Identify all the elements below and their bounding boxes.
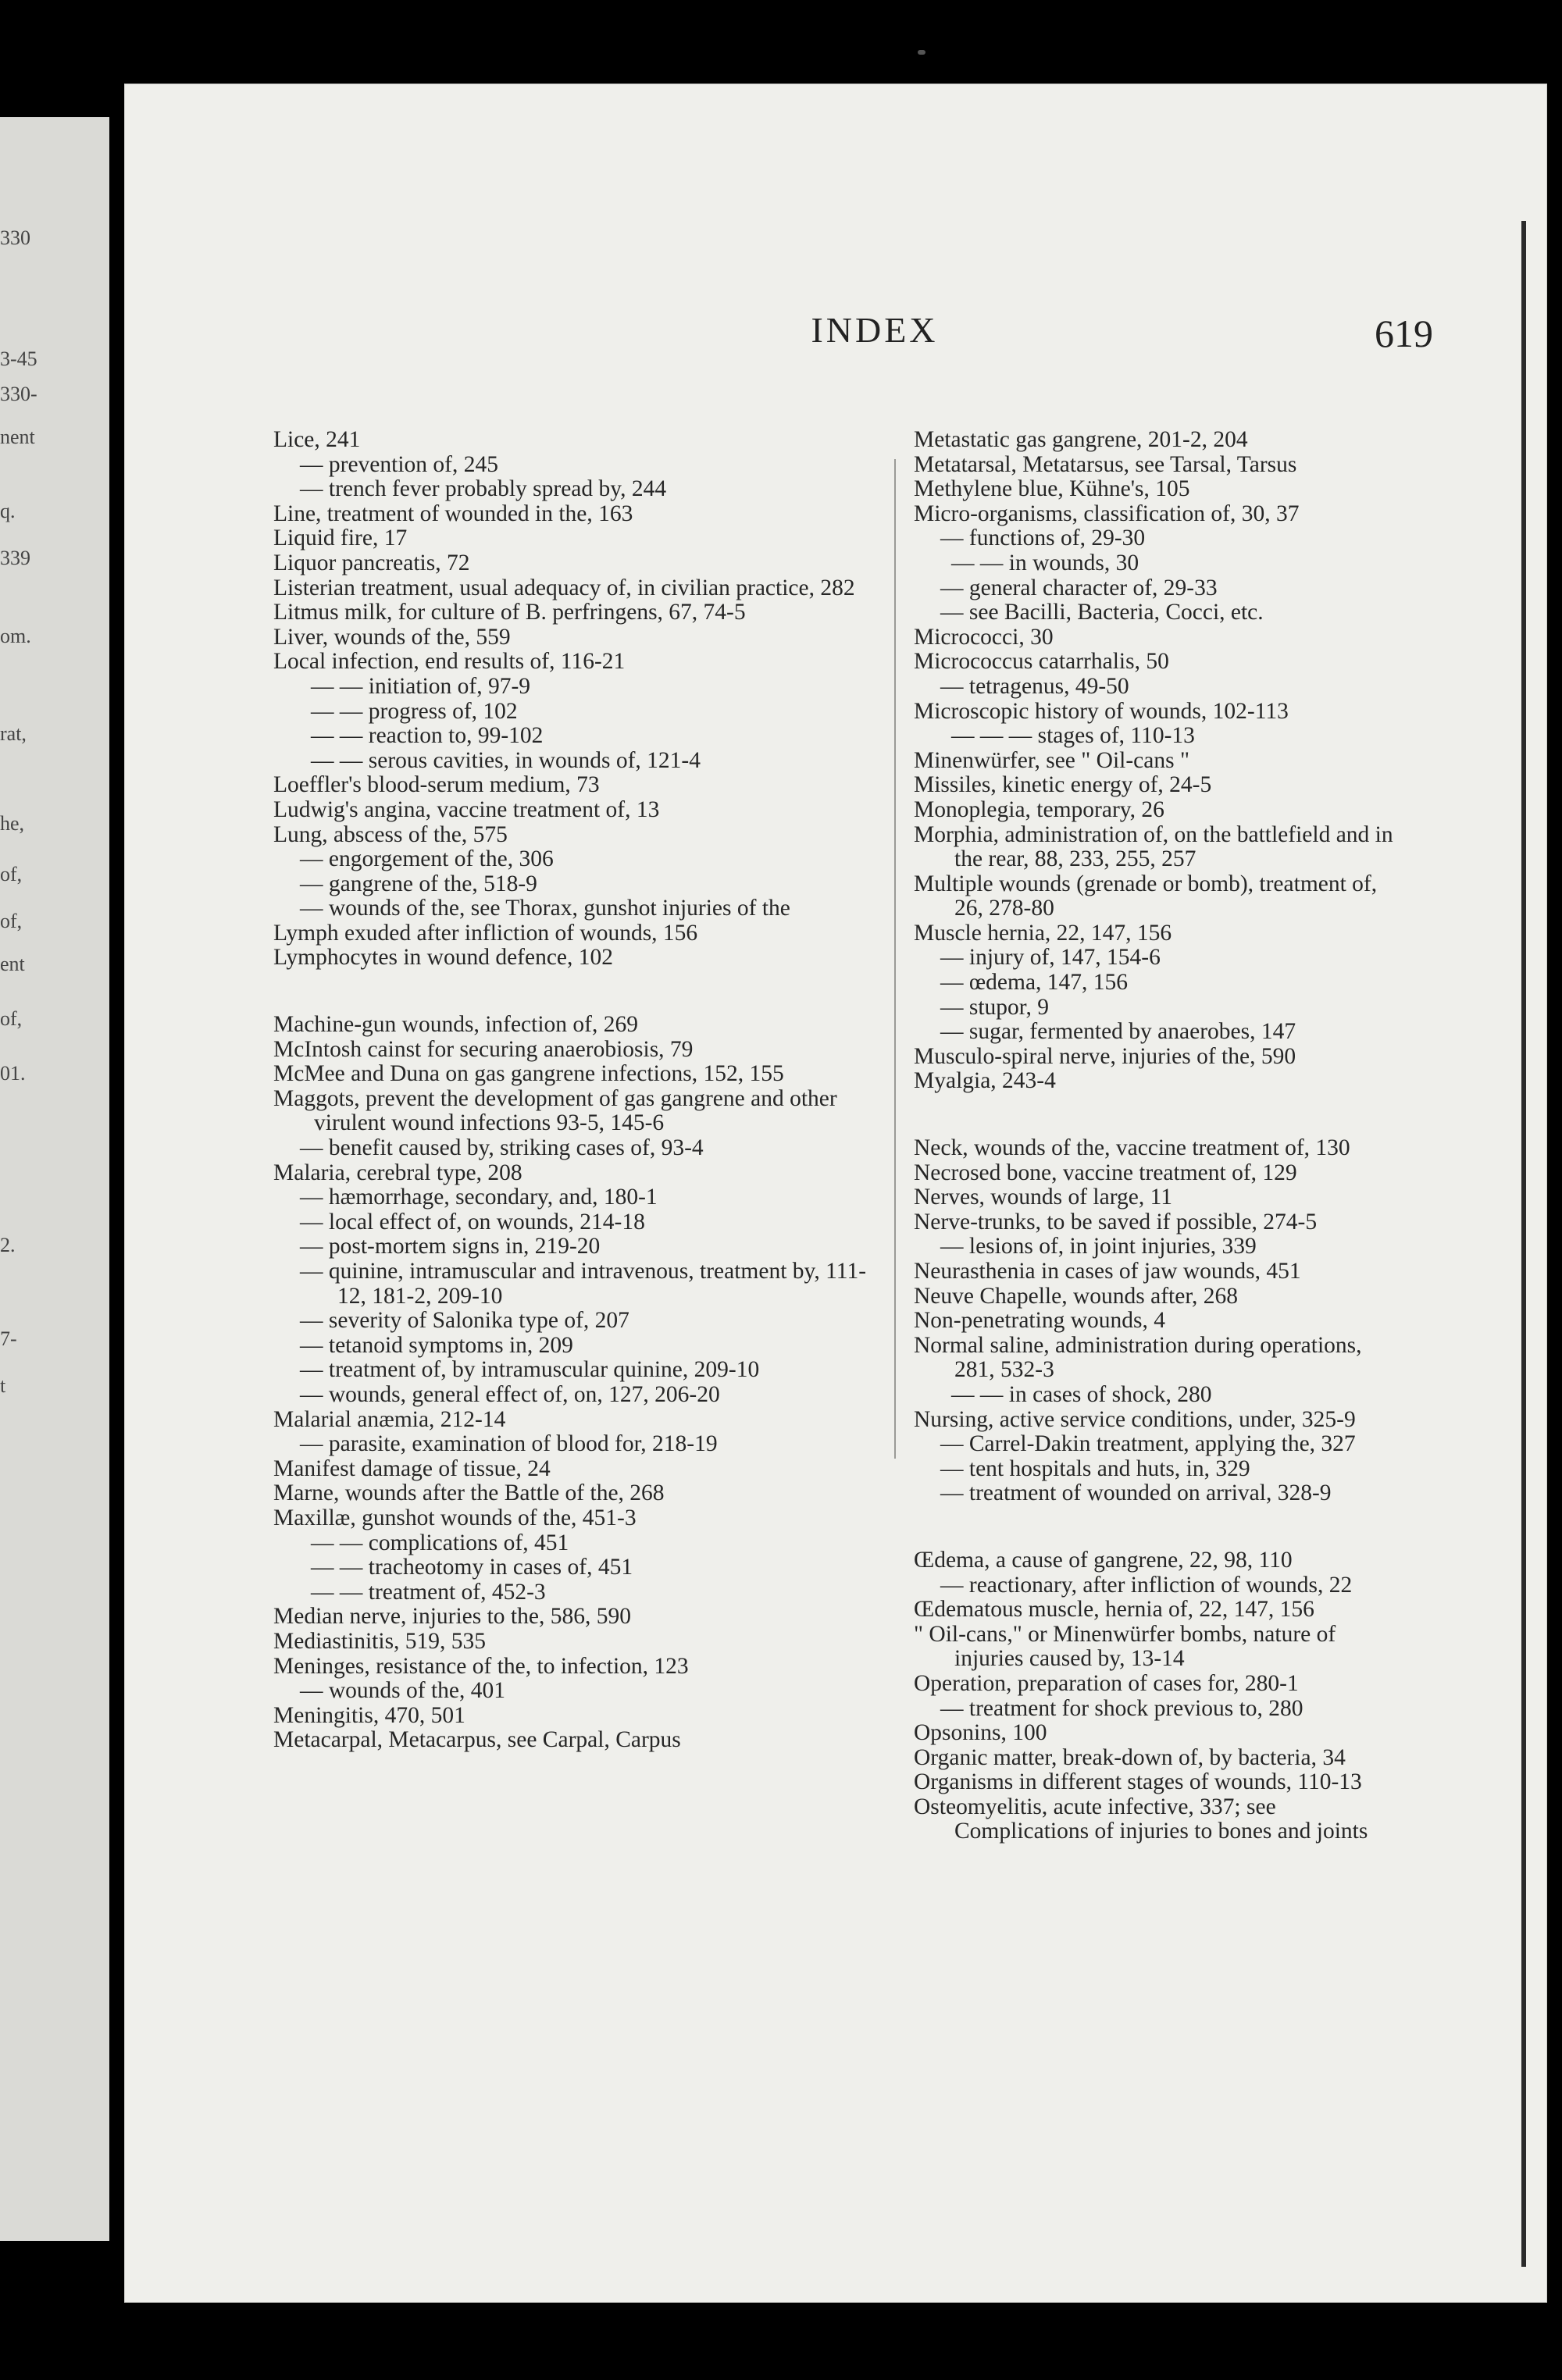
index-entry: Meninges, resistance of the, to infection, 123 xyxy=(273,1653,689,1679)
index-column-left xyxy=(273,428,883,1753)
index-entry: Local infection, end results of, 116-21 xyxy=(273,649,626,675)
index-entry: — wounds of the, see Thorax, gunshot injuries of the xyxy=(300,896,790,921)
facing-page-fragment: of, xyxy=(0,1007,23,1030)
index-entry: Nerve-trunks, to be saved if possible, 274-5 xyxy=(914,1209,1318,1235)
index-entry: Non-penetrating wounds, 4 xyxy=(914,1308,1165,1334)
index-entry: Micrococci, 30 xyxy=(914,624,1054,650)
facing-page-fragment: rat, xyxy=(0,722,27,745)
index-entry: — quinine, intramuscular and intravenous, treatment by, 111-12, 181-2, 209-10 xyxy=(300,1259,867,1309)
index-entry: " Oil-cans," or Minenwürfer bombs, nature of injuries caused by, 13-14 xyxy=(914,1621,1336,1672)
index-entry: — functions of, 29-30 xyxy=(940,526,1146,551)
facing-page-fragment: t xyxy=(0,1374,6,1397)
page-binding-edge xyxy=(1521,221,1526,2267)
index-entry: Malaria, cerebral type, 208 xyxy=(273,1160,522,1185)
index-entry: — lesions of, in joint injuries, 339 xyxy=(940,1234,1257,1259)
facing-page-fragment: 7- xyxy=(0,1327,17,1350)
index-entry: Nursing, active service conditions, under, 325-9 xyxy=(914,1406,1356,1432)
index-entry: Metacarpal, Metacarpus, see Carpal, Carpus xyxy=(273,1727,681,1753)
index-entry: — stupor, 9 xyxy=(940,994,1049,1020)
facing-page-fragment: om. xyxy=(0,625,31,647)
index-entry: Machine-gun wounds, infection of, 269 xyxy=(273,1012,638,1038)
facing-page-fragment: 2. xyxy=(0,1234,16,1256)
index-entry: Œdema, a cause of gangrene, 22, 98, 110 xyxy=(914,1547,1293,1573)
index-entry: Neck, wounds of the, vaccine treatment of, 130 xyxy=(914,1135,1350,1161)
index-entry: Normal saline, administration during operations, 281, 532-3 xyxy=(914,1332,1362,1383)
index-entry: — reactionary, after infliction of wounds, 22 xyxy=(940,1572,1353,1598)
index-entry: Muscle hernia, 22, 147, 156 xyxy=(914,920,1172,946)
index-entry: Meningitis, 470, 501 xyxy=(273,1702,465,1728)
index-entry: Micro-organisms, classification of, 30, 37 xyxy=(914,501,1300,526)
index-entry: Monoplegia, temporary, 26 xyxy=(914,796,1164,822)
facing-page-fragment: 330- xyxy=(0,383,37,405)
index-entry: Loeffler's blood-serum medium, 73 xyxy=(273,772,600,798)
index-entry: — — in cases of shock, 280 xyxy=(951,1381,1212,1407)
index-entry: Operation, preparation of cases for, 280-1 xyxy=(914,1670,1299,1696)
facing-page-fragment: of, xyxy=(0,910,23,932)
index-entry: — tetragenus, 49-50 xyxy=(940,673,1129,699)
index-entry: Listerian treatment, usual adequacy of, in civilian practice, 282 xyxy=(273,575,855,600)
index-entry: — — initiation of, 97-9 xyxy=(311,673,531,699)
index-entry: — œdema, 147, 156 xyxy=(940,970,1129,996)
index-entry: Organisms in different stages of wounds, 110-13 xyxy=(914,1769,1362,1795)
index-entry: Malarial anæmia, 212-14 xyxy=(273,1406,506,1432)
index-entry: Neurasthenia in cases of jaw wounds, 451 xyxy=(914,1259,1301,1284)
index-entry: Methylene blue, Kühne's, 105 xyxy=(914,476,1190,502)
index-entry: Microscopic history of wounds, 102-113 xyxy=(914,698,1289,724)
index-entry: Liquor pancreatis, 72 xyxy=(273,550,470,575)
index-entry: Osteomyelitis, acute infective, 337; see Complications of injuries to bones and joints xyxy=(914,1794,1368,1844)
page-title: INDEX xyxy=(811,310,939,350)
facing-page-fragment: 339 xyxy=(0,547,30,569)
index-entry: — wounds, general effect of, on, 127, 206-20 xyxy=(300,1381,720,1407)
index-entry: — — complications of, 451 xyxy=(311,1530,569,1555)
index-entry: Metastatic gas gangrene, 201-2, 204 xyxy=(914,427,1248,452)
index-entry: Maxillæ, gunshot wounds of the, 451-3 xyxy=(273,1505,637,1530)
index-entry: — trench fever probably spread by, 244 xyxy=(300,476,667,502)
index-entry: — treatment of, by intramuscular quinine, 209-10 xyxy=(300,1357,760,1383)
index-entry: McMee and Duna on gas gangrene infections, 152, 155 xyxy=(273,1061,784,1087)
facing-page-edge xyxy=(0,117,109,2241)
dust-speck xyxy=(918,50,925,55)
index-entry: Œdematous muscle, hernia of, 22, 147, 156 xyxy=(914,1597,1314,1623)
facing-page-fragment: ent xyxy=(0,953,25,975)
index-entry: — tent hospitals and huts, in, 329 xyxy=(940,1455,1250,1481)
facing-page-fragment: nent xyxy=(0,426,35,448)
index-entry: — treatment for shock previous to, 280 xyxy=(940,1695,1303,1721)
index-entry: — see Bacilli, Bacteria, Cocci, etc. xyxy=(940,600,1264,625)
index-entry: — engorgement of the, 306 xyxy=(300,846,554,872)
index-entry: Litmus milk, for culture of B. perfringens, 67, 74-5 xyxy=(273,600,746,625)
index-entry: — post-mortem signs in, 219-20 xyxy=(300,1234,601,1259)
index-entry: — injury of, 147, 154-6 xyxy=(940,945,1161,971)
index-entry: Myalgia, 243-4 xyxy=(914,1068,1056,1094)
index-entry: — — reaction to, 99-102 xyxy=(311,723,544,749)
facing-page-fragment: q. xyxy=(0,500,16,522)
index-entry: — prevention of, 245 xyxy=(300,451,498,477)
index-entry: Metatarsal, Metatarsus, see Tarsal, Tarsus xyxy=(914,451,1297,477)
facing-page-fragment: of, xyxy=(0,863,23,885)
index-entry: Ludwig's angina, vaccine treatment of, 13 xyxy=(273,796,660,822)
section-gap xyxy=(914,1506,1398,1548)
index-entry: — — serous cavities, in wounds of, 121-4 xyxy=(311,747,701,773)
index-entry: — sugar, fermented by anaerobes, 147 xyxy=(940,1019,1296,1045)
index-entry: — wounds of the, 401 xyxy=(300,1678,506,1704)
index-entry: — — treatment of, 452-3 xyxy=(311,1579,546,1605)
index-entry: Multiple wounds (grenade or bomb), treatment of, 26, 278-80 xyxy=(914,871,1378,921)
index-entry: — — progress of, 102 xyxy=(311,698,518,724)
index-entry: — — tracheotomy in cases of, 451 xyxy=(311,1555,633,1580)
index-page xyxy=(125,84,1546,2302)
index-entry: — gangrene of the, 518-9 xyxy=(300,871,537,896)
facing-page-fragment: 01. xyxy=(0,1062,26,1085)
facing-page-fragment: 3-45 xyxy=(0,347,37,370)
index-column-right xyxy=(914,428,1398,1844)
index-entry: Necrosed bone, vaccine treatment of, 129 xyxy=(914,1160,1297,1185)
index-entry: Marne, wounds after the Battle of the, 268 xyxy=(273,1480,665,1506)
index-entry: — — in wounds, 30 xyxy=(951,550,1139,575)
index-entry: Musculo-spiral nerve, injuries of the, 590 xyxy=(914,1043,1296,1069)
index-entry: — parasite, examination of blood for, 218-19 xyxy=(300,1431,718,1457)
index-entry: Lung, abscess of the, 575 xyxy=(273,821,508,847)
facing-page-fragment: 330 xyxy=(0,226,30,249)
index-entry: — hæmorrhage, secondary, and, 180-1 xyxy=(300,1185,658,1210)
index-entry: Organic matter, break-down of, by bacteria, 34 xyxy=(914,1744,1346,1770)
section-gap xyxy=(273,971,883,1013)
index-entry: Minenwürfer, see " Oil-cans " xyxy=(914,747,1190,773)
index-entry: Lymph exuded after infliction of wounds, 156 xyxy=(273,920,698,946)
index-entry: — treatment of wounded on arrival, 328-9 xyxy=(940,1480,1332,1506)
index-entry: McIntosh cainst for securing anaerobiosis, 79 xyxy=(273,1036,694,1062)
column-divider xyxy=(894,459,896,1459)
index-entry: — general character of, 29-33 xyxy=(940,575,1218,600)
index-entry: — severity of Salonika type of, 207 xyxy=(300,1308,629,1334)
index-entry: Liver, wounds of the, 559 xyxy=(273,624,511,650)
index-entry: Mediastinitis, 519, 535 xyxy=(273,1628,487,1654)
index-entry: Neuve Chapelle, wounds after, 268 xyxy=(914,1283,1238,1309)
index-entry: — — — stages of, 110-13 xyxy=(951,723,1195,749)
index-entry: Line, treatment of wounded in the, 163 xyxy=(273,501,633,526)
index-entry: Lymphocytes in wound defence, 102 xyxy=(273,945,614,971)
index-entry: — Carrel-Dakin treatment, applying the, 327 xyxy=(940,1431,1356,1457)
index-entry: Missiles, kinetic energy of, 24-5 xyxy=(914,772,1212,798)
index-entry: Lice, 241 xyxy=(273,427,361,452)
section-gap xyxy=(914,1094,1398,1136)
facing-page-fragment: he, xyxy=(0,812,25,835)
index-entry: — tetanoid symptoms in, 209 xyxy=(300,1332,573,1358)
index-entry: Morphia, administration of, on the battlefield and in the rear, 88, 233, 255, 257 xyxy=(914,821,1393,872)
index-entry: Nerves, wounds of large, 11 xyxy=(914,1185,1172,1210)
index-entry: Manifest damage of tissue, 24 xyxy=(273,1455,551,1481)
index-entry: Micrococcus catarrhalis, 50 xyxy=(914,649,1169,675)
index-entry: Median nerve, injuries to the, 586, 590 xyxy=(273,1604,631,1630)
index-entry: Liquid fire, 17 xyxy=(273,526,408,551)
index-entry: — benefit caused by, striking cases of, 93-4 xyxy=(300,1135,704,1161)
index-entry: — local effect of, on wounds, 214-18 xyxy=(300,1209,645,1235)
index-entry: Opsonins, 100 xyxy=(914,1720,1047,1746)
page-number: 619 xyxy=(1375,312,1433,355)
index-entry: Maggots, prevent the development of gas gangrene and other virulent wound infections 93-5, 145-6 xyxy=(273,1085,837,1136)
